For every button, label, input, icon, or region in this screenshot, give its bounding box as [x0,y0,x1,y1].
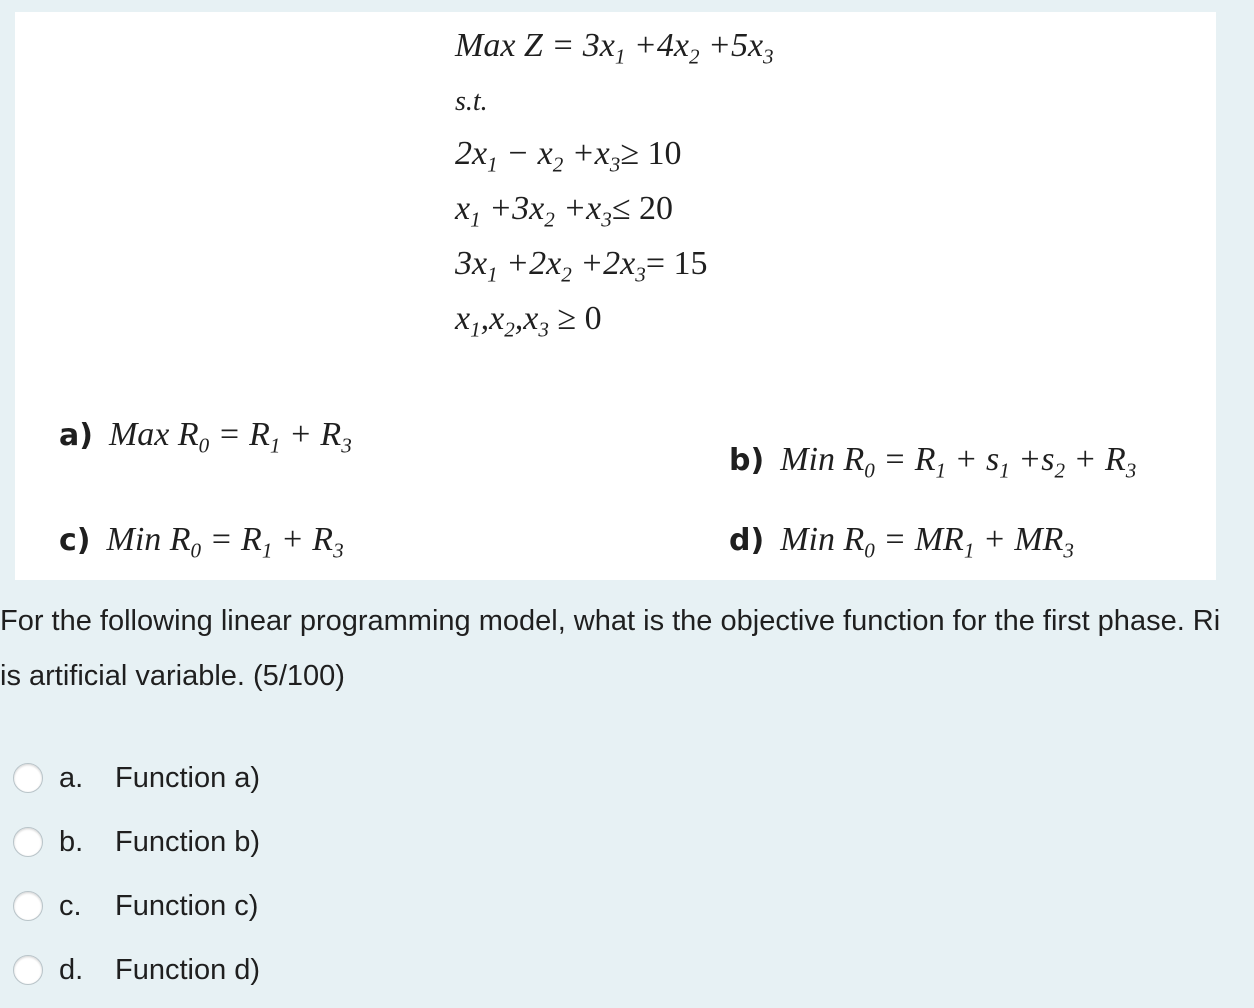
answer-option-b[interactable] [13,818,260,866]
answer-label[interactable]: Function a) [115,761,261,794]
constraint-2: $x_1 +3x_2 +x_3\le 20$ [455,190,673,232]
answer-label[interactable]: Function b) [115,825,261,858]
radio-button[interactable] [13,955,43,985]
answer-option-a[interactable] [13,754,260,802]
answer-letter: a. [59,761,84,794]
question-figure [15,12,1216,580]
answer-option-c[interactable] [13,882,258,930]
figure-option-d: d) Min $R_0 = MR_1 + MR_3$ [729,521,1074,563]
figure-option-c: c) Min $R_0 = R_1 + R_3$ [59,521,344,563]
radio-button[interactable] [13,891,43,921]
answer-label[interactable]: Function d) [115,953,261,986]
question-text: For the following linear programming model, what is the objective function for the first phase. Ri is artificial variable. (5/100) [0,605,1221,692]
answer-label[interactable]: Function c) [115,889,259,922]
objective-function: Max $Z = 3x_1 +4x_2 +5x_3$ [455,27,774,69]
figure-option-a: a) Max $R_0 = R_1 + R_3$ [59,416,352,458]
radio-button[interactable] [13,827,43,857]
radio-button[interactable] [13,763,43,793]
answer-letter: b. [59,825,84,858]
constraint-1: $2x_1 - x_2 +x_3\ge 10$ [455,135,682,177]
answer-option-d[interactable] [13,946,260,994]
constraint-nonnegativity: $x_1,x_2,x_3 \ge 0$ [455,300,602,342]
figure-option-b: b) Min $R_0 = R_1 + s_1 +s_2 + R_3$ [729,441,1137,483]
subject-to-label: s.t. [455,86,488,117]
answer-letter: d. [59,953,84,986]
answer-letter: c. [59,889,82,922]
constraint-3: $3x_1 +2x_2 +2x_3= 15$ [455,245,708,287]
